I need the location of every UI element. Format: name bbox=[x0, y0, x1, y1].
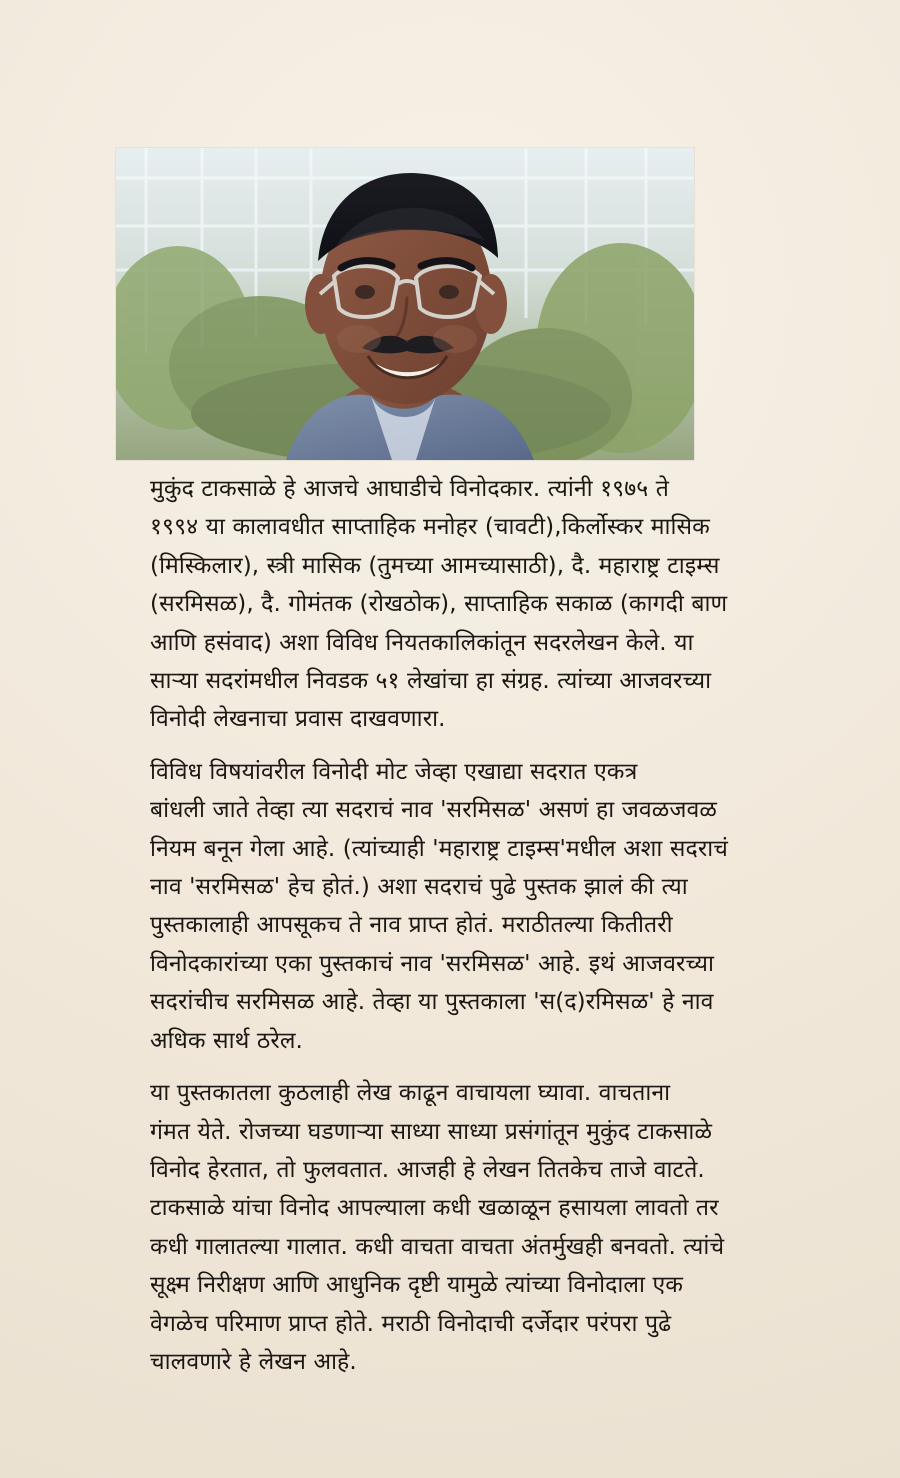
author-photo bbox=[116, 148, 694, 460]
description-paragraph-1: मुकुंद टाकसाळे हे आजचे आघाडीचे विनोदकार. त्यांनी १९७५ ते १९९४ या कालावधीत साप्ताहिक मनोहर (चावटी),किर्लोस्कर मासिक (मिस्किलार), स्त्री मासिक (तुमच्या आमच्यासाठी), दै. महाराष्ट्र टाइम्स (सरमिसळ), दै. गोमंतक (रोखठोक), साप्ताहिक सकाळ (कागदी बाण आणि हसंवाद) अशा विविध नियतकालिकांतून सदरलेखन केले. या साऱ्या सदरांमधील निवडक ५१ लेखांचा हा संग्रह. त्यांच्या आजवरच्या विनोदी लेखनाचा प्रवास दाखवणारा. bbox=[150, 476, 728, 733]
description-paragraph-3: या पुस्तकातला कुठलाही लेख काढून वाचायला घ्यावा. वाचताना गंमत येते. रोजच्या घडणाऱ्या साध्या साध्या प्रसंगांतून मुकुंद टाकसाळे विनोद हेरतात, तो फुलवतात. आजही हे लेखन तितकेच ताजे वाटते. टाकसाळे यांचा विनोद आपल्याला कधी खळाळून हसायला लावतो तर कधी गालातल्या गालात. कधी वाचता वाचता अंतर्मुखही बनवतो. त्यांचे सूक्ष्म निरीक्षण आणि आधुनिक दृष्टी यामुळे त्यांच्या विनोदाला एक वेगळेच परिमाण प्राप्त होते. मराठी विनोदाची दर्जेदार परंपरा पुढे चालवणारे हे लेखन आहे. bbox=[150, 1080, 725, 1375]
description-paragraph-2: विविध विषयांवरील विनोदी मोट जेव्हा एखाद्या सदरात एकत्र बांधली जाते तेव्हा त्या सदराचं नाव 'सरमिसळ' असणं हा जवळजवळ नियम बनून गेला आहे. (त्यांच्याही 'महाराष्ट्र टाइम्स'मधील अशा सदराचं नाव 'सरमिसळ' हेच होतं.) अशा सदराचं पुढे पुस्तक झालं की त्या पुस्तकालाही आपसूकच ते नाव प्राप्त होतं. मराठीतल्या कितीतरी विनोदकारांच्या एका पुस्तकाचं नाव 'सरमिसळ' आहे. इथं आजवरच्या सदरांचीच सरमिसळ आहे. तेव्हा या पुस्तकाला 'स(द)रमिसळ' हे नाव अधिक सार्थ ठरेल. bbox=[150, 758, 728, 1054]
book-description bbox=[150, 470, 825, 1381]
